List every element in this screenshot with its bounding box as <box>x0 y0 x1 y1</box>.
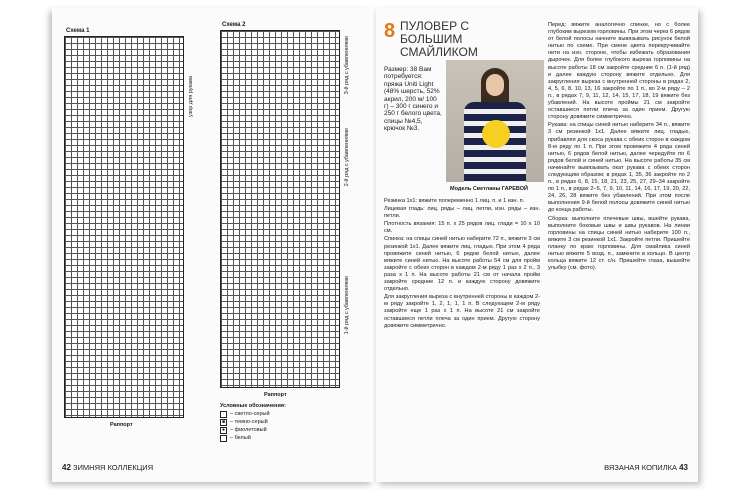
photo-caption: Модель Светланы ГАРЕВОЙ <box>450 186 528 192</box>
scheme2-label-1: 1-й ряд с убавлениями <box>344 276 350 335</box>
pattern-title: ПУЛОВЕР С БОЛЬШИМ СМАЙЛИКОМ <box>400 19 478 59</box>
legend-item: · – светло-серый <box>220 410 286 418</box>
text-column-2: Перед: вяжите аналогично спинке, но с более глубоким вырезом горловины. При этом через 6 рядов от белой полосы начните вывязывать рисунок белой нитью по схеме. При смене цвета перекручивайте нити на изн. стороне, чтобы избежать образования дырочек. Для более глубокого выреза горловины на высоте работы 18 см закройте средние 6 п. (1-й ряд) и далее каждую сторону вяжите отдельно. Для закругления выреза с внутренней стороны в рядах 2, 4, 5, 6, 8, 10, 13, 16 закройте по 1 п., во 2-м ряду – 2 п., в рядах 7, 9, 11, 12, 14, 15, 17, 18, 19 вяжите без убавлений. На высоте проймы 21 см закройте оставшиеся петли плеча за один прием. Другую сторону довяжите симметрично. Рукава: на спицы синей нитью наберите 34 п., вяжите 3 см резинкой 1х1. Далее вяжите лиц. гладью, прибавляя для скоса рукава с обеих сторон в каждом 8-м ряду по 1 п. При этом провяжите 4 ряда синей нитью, 6 рядов белой нитью, далее чередуйте по 6 рядов белой и синей нитью. На высоте работы 35 см начинайте вывязывать окат рукава с обеих сторон следующим образом: в рядах 1, 35, 36 закройте по 2 п., в рядах 6, 8, 15, 18, 21, 23, 25, 27, 29–34 закройте по 1 п., в рядах 2–5, 7, 9, 10, 11, 14, 16, 17, 19, 20, 22, 24, 26, 28 вяжите без убавлений. При этом после выполнения 9-й белой полосы довяжите синей нитью до конца работы. Сборка: выполните плечевые швы, вшейте рукава, выполните боковые швы и швы рукавов. На линии горловины на спицы синей нитью наберите 100 п., вяжите 3 см резинкой 1х1. Закройте петли. Пришейте планку по краю горловины. Для смайлика синей нитью вяжите 5 возд. п., замкните в кольцо. В центр кольца вяжите 12 ст. с/н. Пришейте глаза, вышейте улыбку (см. фото). <box>548 22 691 272</box>
legend-item: ● – фиолетовый <box>221 426 267 433</box>
left-footer: 42 ЗИМНЯЯ КОЛЛЕКЦИЯ <box>62 463 154 472</box>
smiley-icon <box>482 120 510 148</box>
scheme2-label-3: 3-й ряд с убавлениями <box>344 36 350 95</box>
scheme1-title: Схема 1 <box>66 28 90 34</box>
raport2-label: Раппорт <box>264 392 287 398</box>
scheme1-side-label: узор для рукава <box>188 76 194 118</box>
size-block: Размер: 38 Вам потребуется: пряжа Uniti Light (48% шерсть, 52% акрил, 200 м/ 100 г) – 300 г синего и 250 г белого цвета, спицы №4,5, крючок №3. <box>384 66 442 133</box>
right-footer: ВЯЗАНАЯ КОПИЛКА 43 <box>604 463 688 472</box>
left-page <box>52 8 374 482</box>
text-column-1: Резинка 1х1: вяжите попеременно 1 лиц. п. и 1 изн. п. Лицевая гладь: лиц. ряды – лиц. петли, изн. ряды – изн. петли. Плотность вязания: 15 п. х 25 рядов лиц. глади = 10 х 10 см. Спинка: на спицы синей нитью наберите 72 п., вяжите 3 см резинкой 1х1. Далее вяжите лиц. гладью. При этом 4 ряда провяжите синей нитью, 6 рядов белой нитью, далее вяжите синей нитью. На высоте работы 54 см для пройм закройте с обеих сторон в каждом 2-м ряду 1 раз х 2 п., 3 раза х 1 п. На высоте работы 21 см от начала пройм закройте средние 12 п. и каждую сторону довяжите отдельно. Для закругления выреза с внутренней стороны в каждом 2-м ряду закройте 1, 2, 1, 1, 1 п. В следующем 2-м ряду закройте еще 1 раз х 1 п. На высоте 21 см закройте оставшиеся петли плеча за один прием. Другую сторону довяжите симметрично. <box>384 198 540 329</box>
circle-icon: ● <box>221 426 226 433</box>
scheme1-grid <box>64 36 184 418</box>
empty-icon <box>220 435 227 442</box>
legend-item: ■ – темно-серый <box>221 418 268 425</box>
scheme2-title: Схема 2 <box>222 22 246 28</box>
scheme2-grid <box>220 30 340 388</box>
square-icon: ■ <box>221 418 226 425</box>
raport1-label: Раппорт <box>110 422 133 428</box>
legend <box>220 402 286 442</box>
scheme2-label-2: 2-й ряд с убавлениями <box>344 128 350 187</box>
pattern-number: 8 <box>384 20 396 42</box>
model-photo <box>446 60 544 182</box>
dot-icon: · <box>220 411 227 418</box>
legend-item: – белый <box>220 434 286 442</box>
legend-title: Условные обозначения: <box>220 403 286 409</box>
right-page <box>376 8 698 482</box>
